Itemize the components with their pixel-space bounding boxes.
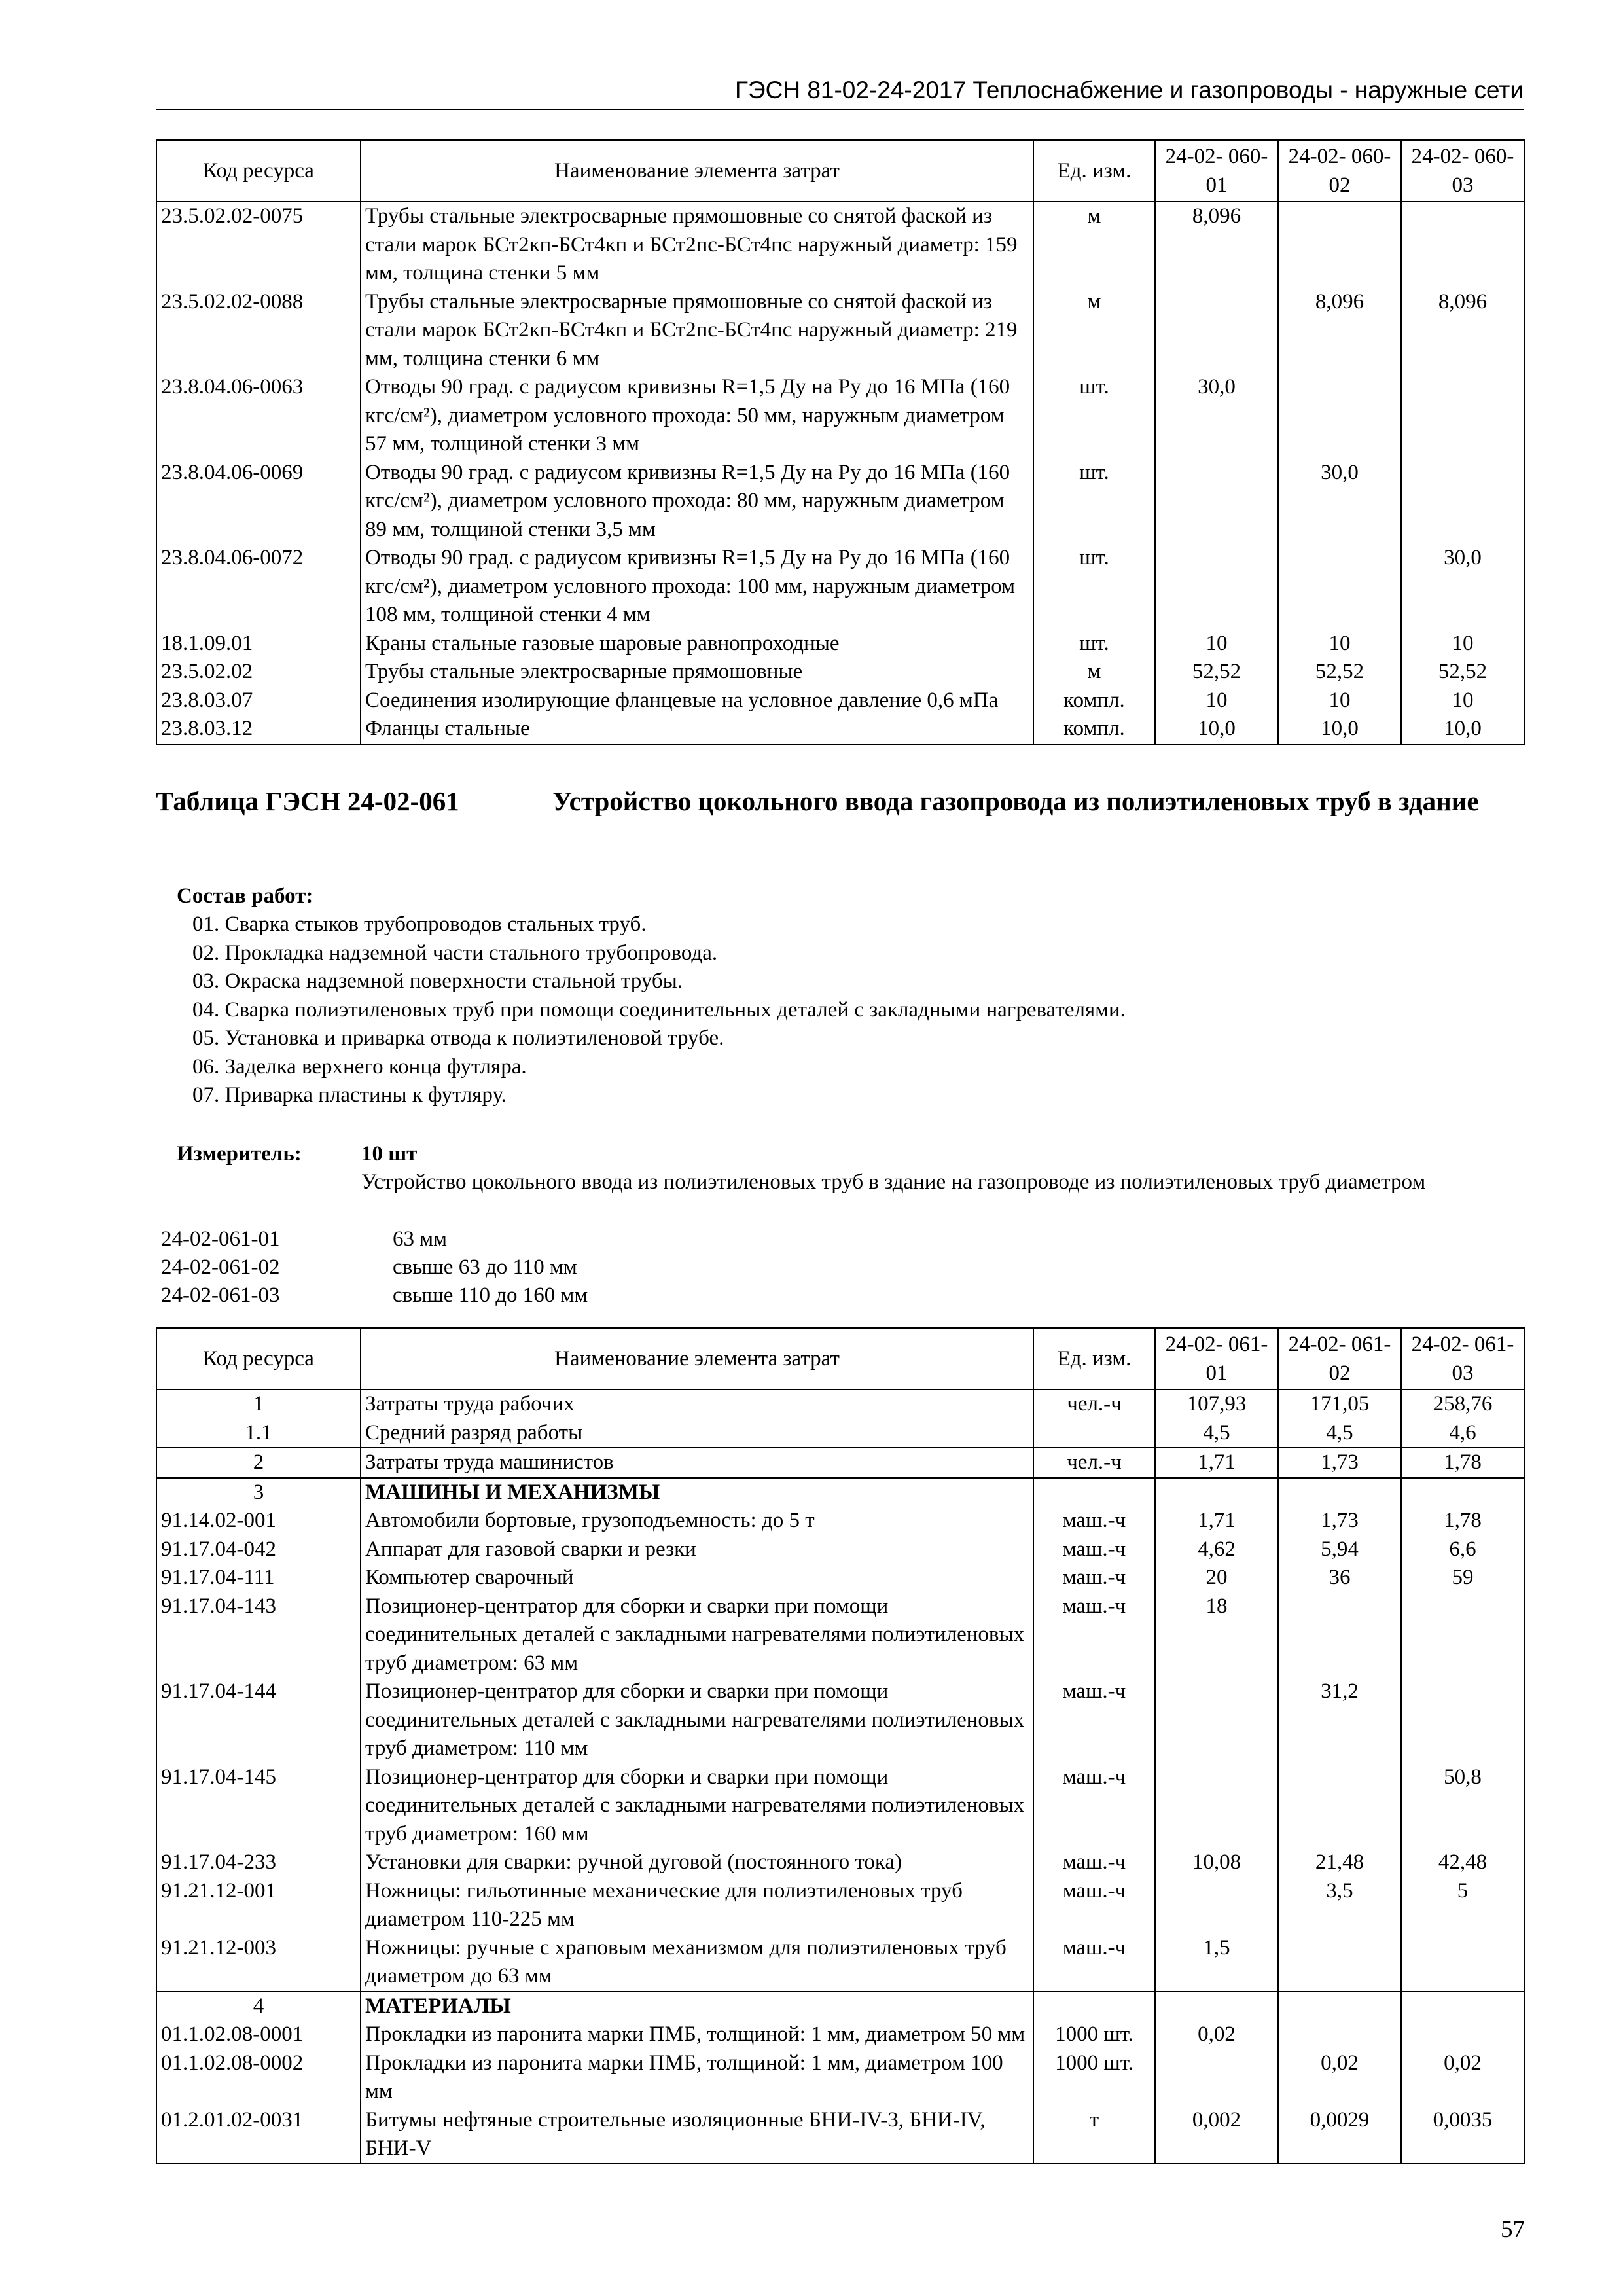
value-3 xyxy=(1401,2020,1524,2049)
value-1: 8,096 xyxy=(1155,202,1278,288)
col-unit-header: Ед. изм. xyxy=(1033,140,1155,202)
value-2: 0,02 xyxy=(1278,2049,1401,2106)
value-3 xyxy=(1401,1478,1524,1507)
unit: маш.-ч xyxy=(1033,1592,1155,1678)
table-title: Устройство цокольного ввода газопровода из полиэтиленовых труб в здание xyxy=(552,786,1479,816)
resource-code: 1 xyxy=(156,1390,361,1419)
resource-name: Затраты труда машинистов xyxy=(361,1448,1033,1478)
resource-code: 91.17.04-111 xyxy=(156,1564,361,1592)
table-row xyxy=(156,1419,1524,1448)
value-2: 52,52 xyxy=(1278,658,1401,687)
resource-name: Трубы стальные электросварные прямошовные со снятой фаской из стали марок БСт2кп-БСт4кп и БСт2пс-БСт4пс наружный диаметр: 159 мм, толщина стенки 5 мм xyxy=(361,202,1033,288)
variant-row xyxy=(161,1253,577,1282)
resource-name: Фланцы стальные xyxy=(361,715,1033,744)
unit: т xyxy=(1033,2106,1155,2164)
value-2: 1,73 xyxy=(1278,1448,1401,1478)
table-row xyxy=(156,1564,1524,1592)
resource-name: Автомобили бортовые, грузоподъемность: до 5 т xyxy=(361,1507,1033,1535)
meter-label: Измеритель: xyxy=(177,1142,302,1166)
resource-code: 2 xyxy=(156,1448,361,1478)
resource-name: Позиционер-центратор для сборки и сварки при помощи соединительных деталей с закладными нагревателями полиэтиленовых труб диаметром: 63 мм xyxy=(361,1592,1033,1678)
value-1 xyxy=(1155,2049,1278,2106)
work-item: 05. Установка и приварка отвода к полиэтиленовой трубе. xyxy=(192,1026,724,1050)
unit: 1000 шт. xyxy=(1033,2049,1155,2106)
unit: шт. xyxy=(1033,373,1155,459)
value-3: 1,78 xyxy=(1401,1507,1524,1535)
value-3: 10,0 xyxy=(1401,715,1524,744)
unit: чел.-ч xyxy=(1033,1448,1155,1478)
value-1 xyxy=(1155,1478,1278,1507)
resource-name: Аппарат для газовой сварки и резки xyxy=(361,1535,1033,1564)
resource-name: МАТЕРИАЛЫ xyxy=(361,1992,1033,2021)
value-1: 4,5 xyxy=(1155,1419,1278,1448)
value-1: 1,71 xyxy=(1155,1448,1278,1478)
resource-code: 91.17.04-042 xyxy=(156,1535,361,1564)
work-item: 02. Прокладка надземной части стального трубопровода. xyxy=(192,941,718,965)
value-2 xyxy=(1278,1934,1401,1992)
work-composition-title: Состав работ: xyxy=(177,884,313,908)
table-row xyxy=(156,1390,1524,1419)
table-row xyxy=(156,1592,1524,1678)
table-body xyxy=(156,1390,1524,2164)
value-3: 10 xyxy=(1401,630,1524,658)
value-2: 10 xyxy=(1278,630,1401,658)
resource-code: 91.17.04-145 xyxy=(156,1763,361,1849)
resource-name: Средний разряд работы xyxy=(361,1419,1033,1448)
resource-name: Трубы стальные электросварные прямошовные со снятой фаской из стали марок БСт2кп-БСт4кп и БСт2пс-БСт4пс наружный диаметр: 219 мм, толщина стенки 6 мм xyxy=(361,288,1033,374)
value-3 xyxy=(1401,1592,1524,1678)
value-3: 258,76 xyxy=(1401,1390,1524,1419)
table-number: Таблица ГЭСН 24-02-061 xyxy=(156,786,459,816)
value-1: 18 xyxy=(1155,1592,1278,1678)
value-1: 4,62 xyxy=(1155,1535,1278,1564)
unit: м xyxy=(1033,658,1155,687)
value-3 xyxy=(1401,459,1524,545)
unit: чел.-ч xyxy=(1033,1390,1155,1419)
value-2 xyxy=(1278,2020,1401,2049)
resource-name: Позиционер-центратор для сборки и сварки при помощи соединительных деталей с закладными нагревателями полиэтиленовых труб диаметром: 160 мм xyxy=(361,1763,1033,1849)
value-1 xyxy=(1155,1992,1278,2021)
value-3 xyxy=(1401,1992,1524,2021)
col-name-header: Наименование элемента затрат xyxy=(361,1328,1033,1390)
value-1 xyxy=(1155,544,1278,630)
value-1 xyxy=(1155,1877,1278,1934)
work-item: 07. Приварка пластины к футляру. xyxy=(192,1083,507,1107)
page-number: 57 xyxy=(1501,2216,1525,2243)
value-2: 5,94 xyxy=(1278,1535,1401,1564)
value-1 xyxy=(1155,1677,1278,1763)
work-item: 03. Окраска надземной поверхности стальной трубы. xyxy=(192,969,683,993)
table-row xyxy=(156,1677,1524,1763)
value-1: 1,5 xyxy=(1155,1934,1278,1992)
unit: шт. xyxy=(1033,544,1155,630)
resource-code: 91.21.12-003 xyxy=(156,1934,361,1992)
value-2: 0,0029 xyxy=(1278,2106,1401,2164)
variant-code: 24-02-061-02 xyxy=(161,1255,280,1279)
table-header-row xyxy=(156,140,1524,202)
col-variant-1-header: 24-02- 060-01 xyxy=(1155,140,1278,202)
value-1 xyxy=(1155,459,1278,545)
col-name-header: Наименование элемента затрат xyxy=(361,140,1033,202)
resource-name: Соединения изолирующие фланцевые на условное давление 0,6 мПа xyxy=(361,687,1033,715)
value-1 xyxy=(1155,288,1278,374)
resource-name: Затраты труда рабочих xyxy=(361,1390,1033,1419)
value-3 xyxy=(1401,373,1524,459)
unit: маш.-ч xyxy=(1033,1877,1155,1934)
unit: 1000 шт. xyxy=(1033,2020,1155,2049)
value-2: 4,5 xyxy=(1278,1419,1401,1448)
value-1: 10,0 xyxy=(1155,715,1278,744)
table-row xyxy=(156,544,1524,630)
value-2 xyxy=(1278,373,1401,459)
value-2: 10,0 xyxy=(1278,715,1401,744)
table-row xyxy=(156,1992,1524,2021)
meter-description: Устройство цокольного ввода из полиэтиленовых труб в здание на газопроводе из полиэтиленовых труб диаметром xyxy=(361,1170,1426,1194)
value-2: 8,096 xyxy=(1278,288,1401,374)
table-row xyxy=(156,1448,1524,1478)
table-row xyxy=(156,2049,1524,2106)
value-3 xyxy=(1401,202,1524,288)
value-2 xyxy=(1278,1763,1401,1849)
resource-code: 1.1 xyxy=(156,1419,361,1448)
value-2: 10 xyxy=(1278,687,1401,715)
unit xyxy=(1033,1992,1155,2021)
resource-code: 4 xyxy=(156,1992,361,2021)
table-row xyxy=(156,459,1524,545)
value-3: 1,78 xyxy=(1401,1448,1524,1478)
resource-name: Трубы стальные электросварные прямошовные xyxy=(361,658,1033,687)
table-row xyxy=(156,288,1524,374)
resource-code: 01.1.02.08-0002 xyxy=(156,2049,361,2106)
table-row xyxy=(156,658,1524,687)
unit: маш.-ч xyxy=(1033,1763,1155,1849)
resource-code: 91.14.02-001 xyxy=(156,1507,361,1535)
table-row xyxy=(156,630,1524,658)
value-3: 5 xyxy=(1401,1877,1524,1934)
value-1: 107,93 xyxy=(1155,1390,1278,1419)
resource-code: 91.17.04-233 xyxy=(156,1848,361,1877)
resource-name: Отводы 90 град. с радиусом кривизны R=1,5 Ду на Ру до 16 МПа (160 кгс/см²), диаметром условного прохода: 100 мм, наружным диаметром 108 мм, толщиной стенки 4 мм xyxy=(361,544,1033,630)
value-2: 31,2 xyxy=(1278,1677,1401,1763)
table-row xyxy=(156,1535,1524,1564)
value-1: 10 xyxy=(1155,687,1278,715)
value-3: 59 xyxy=(1401,1564,1524,1592)
unit: маш.-ч xyxy=(1033,1507,1155,1535)
table-row xyxy=(156,373,1524,459)
table-row xyxy=(156,2106,1524,2164)
value-3: 6,6 xyxy=(1401,1535,1524,1564)
variant-text: свыше 110 до 160 мм xyxy=(393,1283,588,1307)
col-variant-2-header: 24-02- 061-02 xyxy=(1278,1328,1401,1390)
col-variant-3-header: 24-02- 061-03 xyxy=(1401,1328,1524,1390)
table-row xyxy=(156,687,1524,715)
resource-name: Прокладки из паронита марки ПМБ, толщиной: 1 мм, диаметром 100 мм xyxy=(361,2049,1033,2106)
resource-code: 91.21.12-001 xyxy=(156,1877,361,1934)
table-header-row xyxy=(156,1328,1524,1390)
resource-name: Ножницы: ручные с храповым механизмом для полиэтиленовых труб диаметром до 63 мм xyxy=(361,1934,1033,1992)
value-3: 42,48 xyxy=(1401,1848,1524,1877)
col-variant-2-header: 24-02- 060-02 xyxy=(1278,140,1401,202)
unit: м xyxy=(1033,202,1155,288)
variant-code: 24-02-061-01 xyxy=(161,1227,280,1251)
resource-code: 23.5.02.02 xyxy=(156,658,361,687)
table-row xyxy=(156,1763,1524,1849)
value-2: 21,48 xyxy=(1278,1848,1401,1877)
value-1: 0,002 xyxy=(1155,2106,1278,2164)
table-row xyxy=(156,2020,1524,2049)
unit: маш.-ч xyxy=(1033,1564,1155,1592)
value-1: 1,71 xyxy=(1155,1507,1278,1535)
work-composition-list xyxy=(192,910,1126,1110)
unit: маш.-ч xyxy=(1033,1848,1155,1877)
value-3: 8,096 xyxy=(1401,288,1524,374)
value-3: 10 xyxy=(1401,687,1524,715)
value-1: 10,08 xyxy=(1155,1848,1278,1877)
resource-name: Установки для сварки: ручной дуговой (постоянного тока) xyxy=(361,1848,1033,1877)
value-2 xyxy=(1278,1478,1401,1507)
table-row xyxy=(156,1877,1524,1934)
value-1: 52,52 xyxy=(1155,658,1278,687)
unit: м xyxy=(1033,288,1155,374)
resource-table-061 xyxy=(156,1327,1525,2164)
resource-name: Отводы 90 град. с радиусом кривизны R=1,5 Ду на Ру до 16 МПа (160 кгс/см²), диаметром условного прохода: 80 мм, наружным диаметром 89 мм, толщиной стенки 3,5 мм xyxy=(361,459,1033,545)
table-row xyxy=(156,202,1524,288)
variant-row xyxy=(161,1225,447,1254)
value-1: 10 xyxy=(1155,630,1278,658)
col-code-header: Код ресурса xyxy=(156,1328,361,1390)
resource-code: 23.8.03.07 xyxy=(156,687,361,715)
table-row xyxy=(156,1934,1524,1992)
table-row xyxy=(156,1848,1524,1877)
variant-row xyxy=(161,1282,588,1310)
unit: шт. xyxy=(1033,630,1155,658)
value-3 xyxy=(1401,1677,1524,1763)
resource-name: МАШИНЫ И МЕХАНИЗМЫ xyxy=(361,1478,1033,1507)
value-3: 0,0035 xyxy=(1401,2106,1524,2164)
document-title: ГЭСН 81-02-24-2017 Теплоснабжение и газопроводы - наружные сети xyxy=(734,77,1524,103)
work-item: 01. Сварка стыков трубопроводов стальных труб. xyxy=(192,912,647,936)
unit: шт. xyxy=(1033,459,1155,545)
value-2: 3,5 xyxy=(1278,1877,1401,1934)
col-variant-1-header: 24-02- 061-01 xyxy=(1155,1328,1278,1390)
unit: компл. xyxy=(1033,687,1155,715)
table-row xyxy=(156,1507,1524,1535)
resource-code: 91.17.04-144 xyxy=(156,1677,361,1763)
resource-code: 23.8.04.06-0063 xyxy=(156,373,361,459)
value-1: 0,02 xyxy=(1155,2020,1278,2049)
work-item: 06. Заделка верхнего конца футляра. xyxy=(192,1054,527,1079)
value-2 xyxy=(1278,202,1401,288)
resource-code: 23.8.04.06-0072 xyxy=(156,544,361,630)
value-2 xyxy=(1278,1992,1401,2021)
value-2: 1,73 xyxy=(1278,1507,1401,1535)
value-1: 20 xyxy=(1155,1564,1278,1592)
col-code-header: Код ресурса xyxy=(156,140,361,202)
work-item: 04. Сварка полиэтиленовых труб при помощи соединительных деталей с закладными нагревателями. xyxy=(192,997,1126,1022)
resource-name: Компьютер сварочный xyxy=(361,1564,1033,1592)
resource-name: Позиционер-центратор для сборки и сварки при помощи соединительных деталей с закладными нагревателями полиэтиленовых труб диаметром: 110 мм xyxy=(361,1677,1033,1763)
value-2 xyxy=(1278,544,1401,630)
value-3: 0,02 xyxy=(1401,2049,1524,2106)
resource-code: 01.1.02.08-0001 xyxy=(156,2020,361,2049)
resource-code: 18.1.09.01 xyxy=(156,630,361,658)
resource-code: 23.8.03.12 xyxy=(156,715,361,744)
variant-text: 63 мм xyxy=(393,1227,448,1251)
resource-name: Краны стальные газовые шаровые равнопроходные xyxy=(361,630,1033,658)
unit: компл. xyxy=(1033,715,1155,744)
unit: маш.-ч xyxy=(1033,1934,1155,1992)
table-body xyxy=(156,202,1524,744)
value-3: 30,0 xyxy=(1401,544,1524,630)
value-3: 50,8 xyxy=(1401,1763,1524,1849)
resource-code: 23.5.02.02-0088 xyxy=(156,288,361,374)
resource-name: Ножницы: гильотинные механические для полиэтиленовых труб диаметром 110-225 мм xyxy=(361,1877,1033,1934)
value-2: 30,0 xyxy=(1278,459,1401,545)
resource-name: Прокладки из паронита марки ПМБ, толщиной: 1 мм, диаметром 50 мм xyxy=(361,2020,1033,2049)
resource-code: 91.17.04-143 xyxy=(156,1592,361,1678)
table-row xyxy=(156,1478,1524,1507)
value-2: 36 xyxy=(1278,1564,1401,1592)
col-unit-header: Ед. изм. xyxy=(1033,1328,1155,1390)
resource-name: Битумы нефтяные строительные изоляционные БНИ-IV-3, БНИ-IV, БНИ-V xyxy=(361,2106,1033,2164)
col-variant-3-header: 24-02- 060-03 xyxy=(1401,140,1524,202)
resource-code: 23.5.02.02-0075 xyxy=(156,202,361,288)
value-3 xyxy=(1401,1934,1524,1992)
page-header xyxy=(156,75,1524,110)
resource-name: Отводы 90 град. с радиусом кривизны R=1,5 Ду на Ру до 16 МПа (160 кгс/см²), диаметром условного прохода: 50 мм, наружным диаметром 57 мм, толщиной стенки 3 мм xyxy=(361,373,1033,459)
unit: маш.-ч xyxy=(1033,1535,1155,1564)
value-3: 52,52 xyxy=(1401,658,1524,687)
resource-code: 3 xyxy=(156,1478,361,1507)
resource-table-060 xyxy=(156,139,1525,745)
variant-code: 24-02-061-03 xyxy=(161,1283,280,1307)
value-2 xyxy=(1278,1592,1401,1678)
unit xyxy=(1033,1478,1155,1507)
resource-code: 23.8.04.06-0069 xyxy=(156,459,361,545)
value-3: 4,6 xyxy=(1401,1419,1524,1448)
unit: маш.-ч xyxy=(1033,1677,1155,1763)
value-2: 171,05 xyxy=(1278,1390,1401,1419)
unit xyxy=(1033,1419,1155,1448)
variant-text: свыше 63 до 110 мм xyxy=(393,1255,577,1279)
meter-unit: 10 шт xyxy=(361,1142,418,1166)
table-row xyxy=(156,715,1524,744)
value-1: 30,0 xyxy=(1155,373,1278,459)
resource-code: 01.2.01.02-0031 xyxy=(156,2106,361,2164)
value-1 xyxy=(1155,1763,1278,1849)
